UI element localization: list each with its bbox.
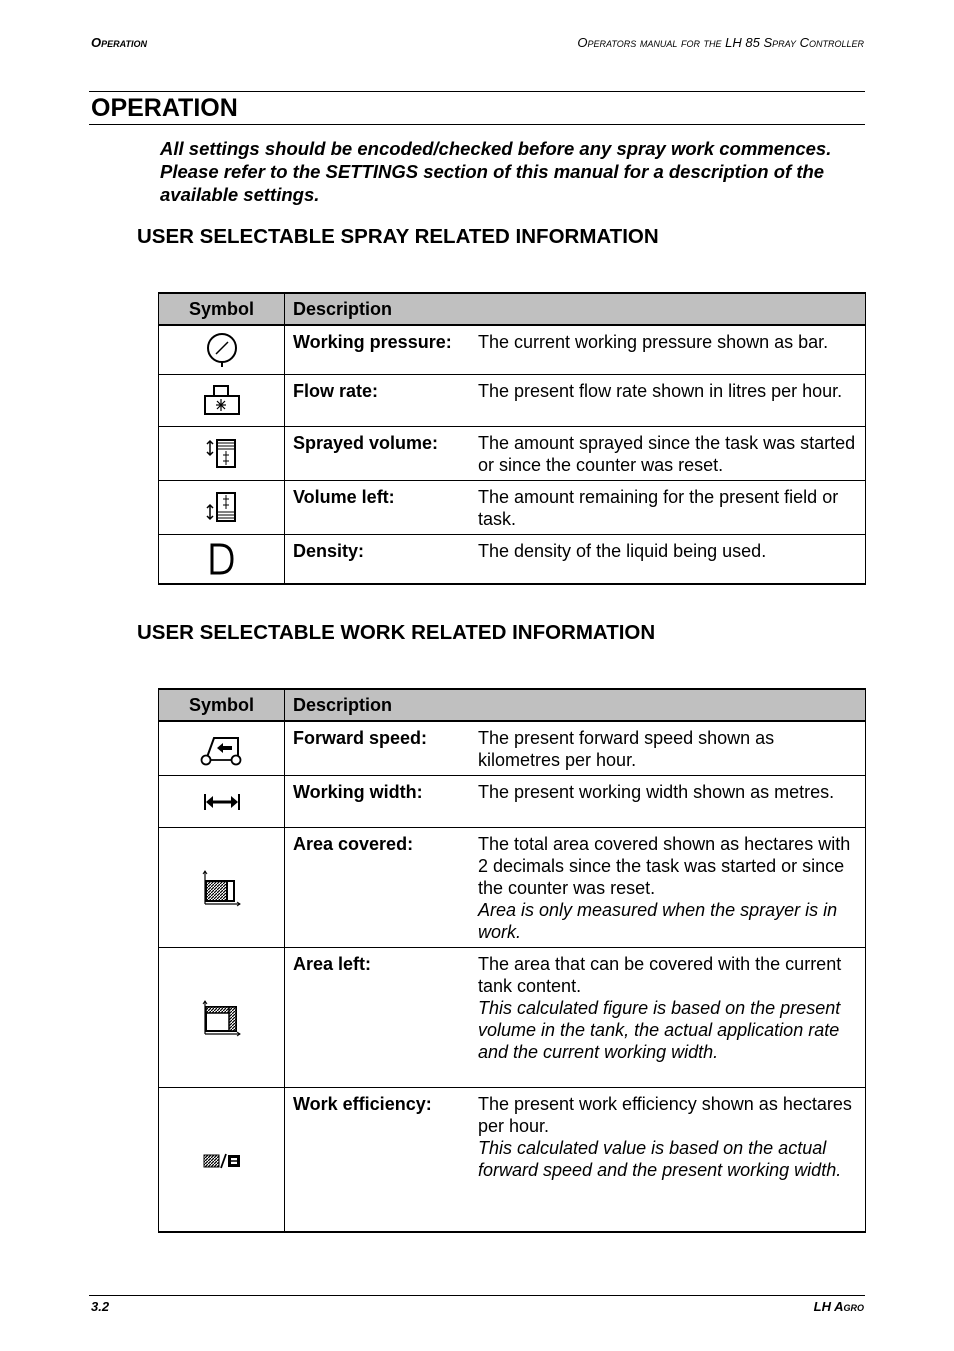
term-description: The total area covered shown as hectares with 2 decimals since the task was started or since the counter was reset.	[478, 834, 851, 898]
footer-rule	[89, 1295, 865, 1296]
term-description: The amount sprayed since the task was started or since the counter was reset.	[478, 432, 856, 475]
table-header-row	[159, 689, 866, 721]
table-header-row	[159, 293, 866, 325]
term-label: Working pressure:	[293, 332, 452, 352]
table-row	[159, 828, 866, 948]
table-row	[159, 948, 866, 1088]
table-row	[159, 325, 866, 374]
spray-section-heading: USER SELECTABLE SPRAY RELATED INFORMATION	[137, 225, 659, 248]
table-row	[159, 776, 866, 828]
working-width-icon	[202, 791, 242, 813]
term-label: Flow rate:	[293, 380, 379, 401]
term-label: Sprayed volume:	[293, 432, 439, 453]
pressure-gauge-icon	[205, 332, 239, 368]
footer-brand: LH Agro	[813, 1299, 864, 1314]
term-label: Area left:	[293, 954, 372, 974]
term-description: The density of the liquid being used.	[478, 540, 767, 561]
density-icon	[208, 543, 236, 575]
title-rule-bottom	[89, 124, 865, 125]
term-label: Density:	[293, 540, 365, 561]
term-label: Area covered:	[293, 834, 414, 854]
header-manual-title: Operators manual for the LH 85 Spray Controller	[577, 35, 864, 50]
term-description: The amount remaining for the present field or task.	[478, 486, 839, 529]
term-label: Volume left:	[293, 486, 395, 507]
col-symbol-header: Symbol	[159, 689, 285, 721]
work-info-table	[158, 688, 866, 1233]
col-description-header: Description	[285, 293, 866, 325]
table-row	[159, 480, 866, 534]
term-note: This calculated value is based on the actual forward speed and the present working width.	[478, 1138, 842, 1180]
term-description: The present working width shown as metres.	[478, 782, 835, 802]
page-number: 3.2	[91, 1299, 110, 1314]
spray-info-table	[158, 292, 866, 585]
volume-left-icon	[206, 491, 238, 523]
table-row	[159, 1088, 866, 1232]
table-row	[159, 721, 866, 776]
term-note: This calculated figure is based on the present volume in the tank, the actual application rate and the current working width.	[478, 998, 841, 1062]
term-label: Work efficiency:	[293, 1094, 432, 1114]
term-note: Area is only measured when the sprayer is in work.	[478, 900, 838, 942]
term-label: Working width:	[293, 782, 423, 802]
page-title: OPERATION	[91, 94, 238, 122]
term-description: The present flow rate shown in litres per hour.	[478, 380, 843, 401]
col-symbol-header: Symbol	[159, 293, 285, 325]
forward-speed-icon	[200, 732, 244, 766]
flow-meter-icon	[203, 384, 241, 416]
sprayed-volume-icon	[206, 437, 238, 469]
work-efficiency-icon	[202, 1152, 242, 1170]
term-description: The present forward speed shown as kilometres per hour.	[478, 728, 775, 770]
area-covered-icon	[202, 869, 242, 907]
col-description-header: Description	[285, 689, 866, 721]
table-row	[159, 374, 866, 426]
term-label: Forward speed:	[293, 728, 428, 748]
term-description: The present work efficiency shown as hectares per hour.	[478, 1094, 852, 1136]
term-description: The current working pressure shown as bar.	[478, 332, 829, 352]
title-rule-top	[89, 91, 865, 92]
work-section-heading: USER SELECTABLE WORK RELATED INFORMATION	[137, 621, 656, 644]
header-section-label: Operation	[91, 35, 147, 50]
intro-paragraph: All settings should be encoded/checked before any spray work commences. Please refer to the SETTINGS section of this manual for a description of the available settings.	[160, 138, 832, 205]
term-description: The area that can be covered with the current tank content.	[478, 954, 842, 996]
area-left-icon	[202, 999, 242, 1037]
table-row	[159, 534, 866, 584]
table-row	[159, 426, 866, 480]
